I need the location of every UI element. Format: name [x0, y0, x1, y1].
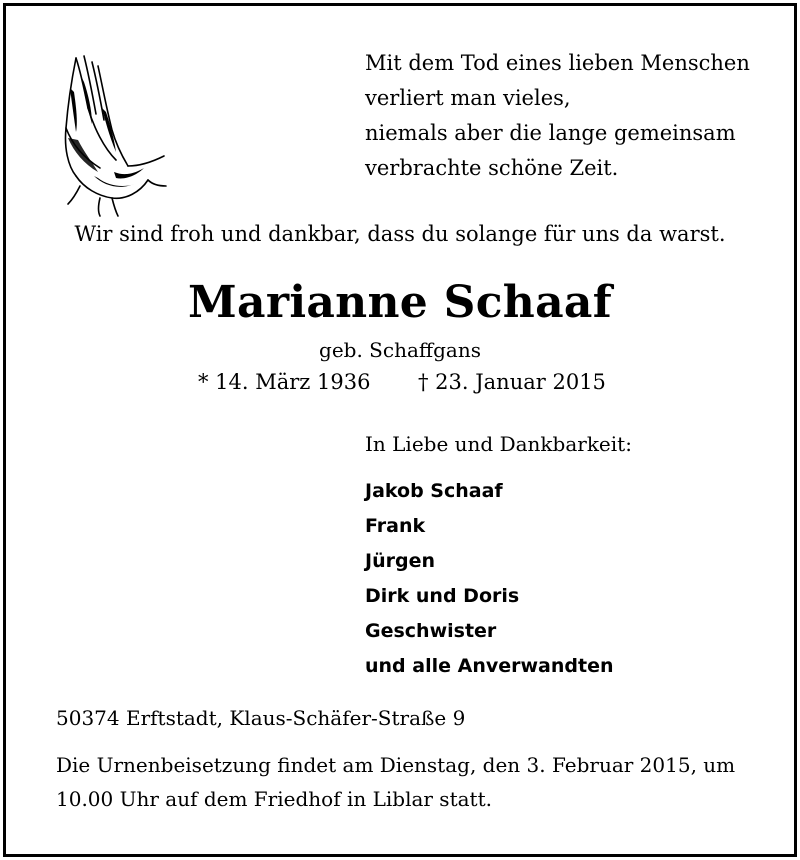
family-intro: In Liebe und Dankbarkeit: [365, 432, 632, 456]
death-date: † 23. Januar 2015 [418, 370, 606, 394]
birth-date: * 14. März 1936 [198, 370, 371, 394]
family-member: Dirk und Doris [365, 585, 520, 607]
quote-line: verliert man vieles, [365, 86, 571, 110]
family-member: und alle Anverwandten [365, 655, 614, 677]
deceased-name: Marianne Schaaf [188, 277, 612, 328]
praying-hands-icon [54, 48, 174, 218]
family-list [365, 474, 613, 684]
funeral-notice [56, 748, 756, 816]
family-member: Geschwister [365, 620, 497, 642]
quote-line: verbrachte schöne Zeit. [365, 156, 619, 180]
maiden-name: geb. Schaffgans [319, 338, 481, 362]
quote-line: Mit dem Tod eines lieben Menschen [365, 51, 750, 75]
family-member: Frank [365, 515, 426, 537]
notice-line: 10.00 Uhr auf dem Friedhof in Liblar statt. [56, 787, 492, 811]
thanks-line: Wir sind froh und dankbar, dass du solange für uns da warst. [74, 222, 726, 246]
address: 50374 Erftstadt, Klaus-Schäfer-Straße 9 [56, 706, 466, 730]
family-member: Jakob Schaaf [365, 480, 503, 502]
notice-line: Die Urnenbeisetzung findet am Dienstag, den 3. Februar 2015, um [56, 753, 736, 777]
quote-line: niemals aber die lange gemeinsam [365, 121, 736, 145]
quote-block [365, 46, 750, 186]
family-member: Jürgen [365, 550, 435, 572]
